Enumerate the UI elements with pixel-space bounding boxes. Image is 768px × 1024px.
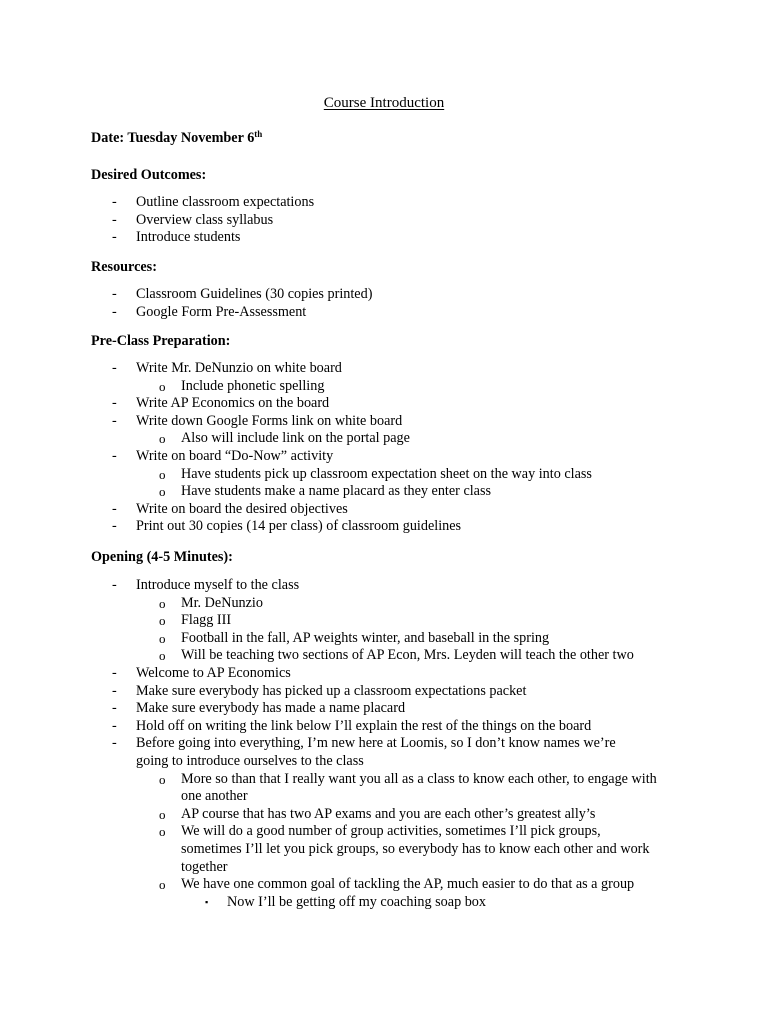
list-item: - Google Form Pre-Assessment	[112, 303, 307, 320]
document-title-text: Course Introduction	[323, 95, 445, 111]
sub-list-item: o Also will include link on the portal page	[159, 430, 410, 447]
list-item: - Overview class syllabus	[112, 211, 274, 228]
circle-bullet: o	[159, 877, 166, 893]
document-title	[0, 94, 768, 112]
preclass-list	[0, 360, 768, 536]
circle-bullet: o	[159, 806, 166, 822]
sub-list-item: o Have students pick up classroom expectation sheet on the way into class	[159, 465, 592, 482]
outcomes-heading: Desired Outcomes:	[91, 167, 207, 183]
dash-bullet: -	[112, 664, 117, 681]
sub-list-item: o Flagg III	[159, 612, 232, 629]
list-item: - Write on board “Do-Now” activity	[112, 447, 334, 464]
outcomes-list	[0, 194, 768, 247]
list-item: - Before going into everything, I’m new here at Loomis, so I don’t know names we’re going to introduce ourselves to the class	[112, 735, 616, 769]
dash-bullet: -	[112, 229, 117, 246]
list-item: - Write AP Economics on the board	[112, 395, 330, 412]
list-item: - Outline classroom expectations	[112, 194, 315, 210]
list-item: - Make sure everybody has made a name placard	[112, 700, 406, 717]
resources-heading: Resources:	[91, 259, 157, 275]
sub-list-item: o More so than that I really want you all as a class to know each other, to engage with one another	[159, 770, 657, 805]
square-bullet: ▪	[205, 896, 209, 907]
list-item: - Classroom Guidelines (30 copies printed)	[112, 286, 373, 302]
circle-bullet: o	[159, 613, 166, 629]
list-item: - Write Mr. DeNunzio on white board	[112, 360, 342, 376]
dash-bullet: -	[112, 360, 117, 376]
circle-bullet: o	[159, 824, 166, 840]
circle-bullet: o	[159, 484, 166, 500]
circle-bullet: o	[159, 466, 166, 482]
circle-bullet: o	[159, 630, 166, 646]
list-item: - Welcome to AP Economics	[112, 664, 291, 681]
dash-bullet: -	[112, 735, 117, 752]
sub-list-item: o Football in the fall, AP weights winter, and baseball in the spring	[159, 629, 550, 646]
dash-bullet: -	[112, 682, 117, 699]
list-item: - Hold off on writing the link below I’ll explain the rest of the things on the board	[112, 717, 592, 734]
dash-bullet: -	[112, 303, 117, 320]
circle-bullet: o	[159, 595, 166, 611]
list-item: - Introduce students	[112, 229, 241, 246]
sub-sub-list-item: ▪ Now I’ll be getting off my coaching soap box	[205, 893, 486, 910]
circle-bullet: o	[159, 648, 166, 664]
dash-bullet: -	[112, 717, 117, 734]
resources-list	[0, 286, 768, 321]
list-item: - Write on board the desired objectives	[112, 500, 348, 517]
sub-list-item: o We will do a good number of group activities, sometimes I’ll pick groups, sometimes I’ll let you pick groups, so everybody has to know each other and work together	[159, 823, 650, 875]
list-item: - Introduce myself to the class	[112, 577, 300, 593]
opening-heading: Opening (4-5 Minutes):	[91, 549, 233, 565]
list-item: - Make sure everybody has picked up a classroom expectations packet	[112, 682, 527, 699]
list-item: - Print out 30 copies (14 per class) of classroom guidelines	[112, 518, 462, 535]
dash-bullet: -	[112, 518, 117, 535]
sub-list-item: o Will be teaching two sections of AP Econ, Mrs. Leyden will teach the other two	[159, 647, 634, 664]
dash-bullet: -	[112, 395, 117, 412]
dash-bullet: -	[112, 500, 117, 517]
sub-list-item: o We have one common goal of tackling the AP, much easier to do that as a group	[159, 876, 635, 893]
dash-bullet: -	[112, 700, 117, 717]
dash-bullet: -	[112, 286, 117, 302]
date-suffix: th	[254, 129, 263, 139]
dash-bullet: -	[112, 194, 117, 210]
preclass-heading: Pre-Class Preparation:	[91, 333, 231, 349]
opening-list	[0, 577, 768, 911]
date-heading	[91, 130, 262, 148]
circle-bullet: o	[159, 431, 166, 447]
sub-list-item: o Include phonetic spelling	[159, 377, 325, 394]
circle-bullet: o	[159, 378, 166, 394]
circle-bullet: o	[159, 771, 166, 787]
date-text: Date: Tuesday November 6	[91, 130, 255, 146]
sub-list-item: o AP course that has two AP exams and you are each other’s greatest ally’s	[159, 805, 596, 822]
sub-list-item: o Mr. DeNunzio	[159, 594, 263, 611]
sub-list-item: o Have students make a name placard as they enter class	[159, 483, 492, 500]
list-item: - Write down Google Forms link on white board	[112, 412, 403, 429]
dash-bullet: -	[112, 577, 117, 593]
dash-bullet: -	[112, 412, 117, 429]
dash-bullet: -	[112, 211, 117, 228]
dash-bullet: -	[112, 447, 117, 464]
